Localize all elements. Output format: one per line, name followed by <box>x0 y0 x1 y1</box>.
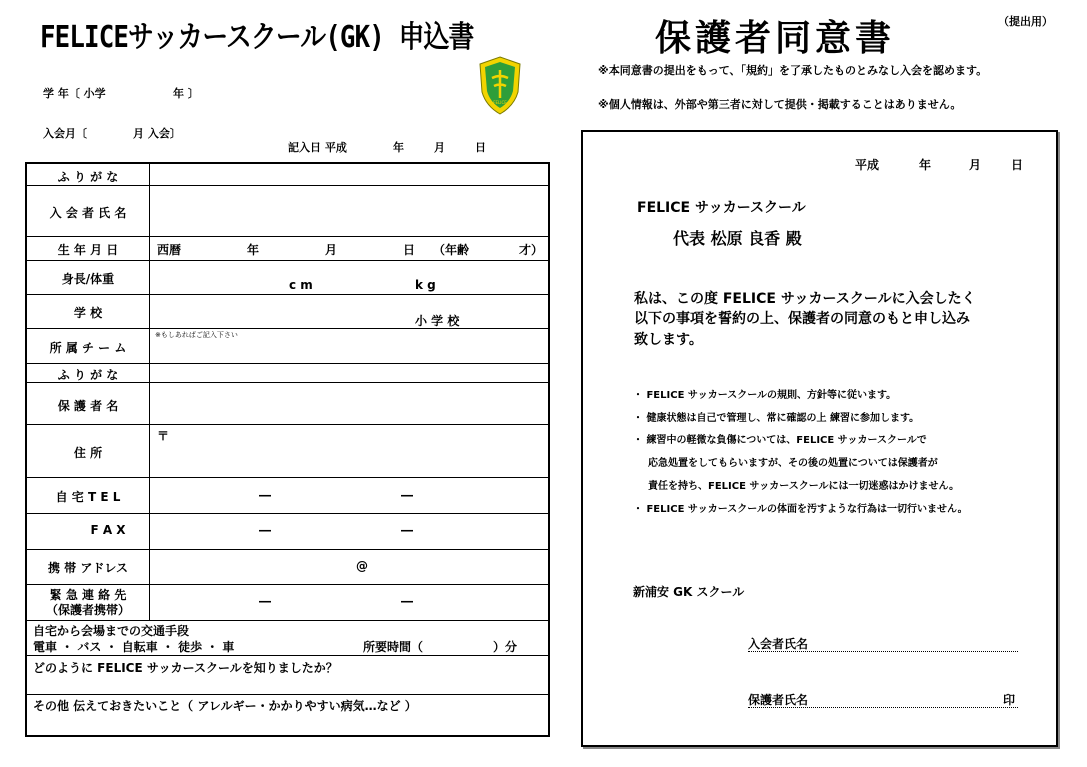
entry-date-day: 日 <box>475 141 486 154</box>
guardian-label: 保 護 者 名 <box>57 399 119 413</box>
member-name-input[interactable] <box>152 187 547 235</box>
tel-dash-1: ― <box>259 488 271 502</box>
birth-month: 月 <box>325 243 338 257</box>
consent-intro-2: 以下の事項を誓約の上、保護者の同意のもと申し込み <box>634 311 970 327</box>
fax-dash-1: ― <box>259 523 271 537</box>
birth-era: 西暦 <box>157 243 182 257</box>
grade-suffix: 年 〕 <box>173 87 199 100</box>
birth-day: 日 <box>403 243 416 257</box>
consent-representative: 代表 松原 良香 殿 <box>673 229 802 248</box>
felice-logo-icon <box>478 56 522 116</box>
join-month-suffix: 月 入会〕 <box>133 127 181 140</box>
tel-label: 自 宅 T E L <box>55 490 121 504</box>
team-label: 所 属 チ ー ム <box>49 341 127 355</box>
birth-age-close: 才） <box>519 243 544 257</box>
entry-date-month: 月 <box>434 141 445 154</box>
transport-options: 電車 ・ バス ・ 自転車 ・ 徒歩 ・ 車 <box>33 640 235 654</box>
furigana2-label: ふ り が な <box>57 368 119 382</box>
application-form-table <box>25 162 550 737</box>
consent-guardian-name-line[interactable] <box>748 707 1018 708</box>
address-label: 住 所 <box>73 446 103 460</box>
consent-date-day: 日 <box>1011 158 1024 172</box>
consent-item-1: ・ FELICE サッカースクールの規則、方針等に従います。 <box>633 390 897 401</box>
height-weight-label: 身長/体重 <box>61 272 115 286</box>
consent-org: FELICE サッカースクール <box>637 200 806 216</box>
consent-member-name-line[interactable] <box>748 651 1018 652</box>
consent-form <box>581 130 1058 747</box>
entry-date-year: 年 <box>393 141 404 154</box>
entry-date-label: 記入日 平成 <box>288 141 347 154</box>
transport-label: 自宅から会場までの交通手段 <box>33 624 190 638</box>
postal-mark: 〒 <box>157 429 170 443</box>
member-name-label: 入 会 者 氏 名 <box>49 206 127 220</box>
other-notes-label: その他 伝えておきたいこと（ アレルギー・かかりやすい病気…など ） <box>33 699 417 713</box>
height-unit: c m <box>289 278 313 292</box>
consent-title: 保護者同意書 <box>655 18 896 59</box>
consent-item-2: ・ 健康状態は自己で管理し、常に確認の上 練習に参加します。 <box>633 413 920 424</box>
school-label: 学 校 <box>73 306 103 320</box>
svg-text:FELICE: FELICE <box>493 100 507 105</box>
consent-intro-3: 致します。 <box>634 332 703 348</box>
consent-date-year: 年 <box>919 158 932 172</box>
consent-guardian-name-label: 保護者氏名 <box>748 693 809 707</box>
mobile-label: 携 帯 アドレス <box>48 561 128 575</box>
consent-date-era: 平成 <box>855 158 880 172</box>
consent-item-4: ・ FELICE サッカースクールの体面を汚すような行為は一切行いません。 <box>633 504 968 515</box>
school-suffix: 小 学 校 <box>415 314 460 328</box>
furigana-input[interactable] <box>152 164 547 184</box>
weight-unit: k g <box>415 278 436 292</box>
emergency-label: 緊 急 連 絡 先 <box>49 588 127 602</box>
birthdate-label: 生 年 月 日 <box>57 243 119 257</box>
tel-dash-2: ― <box>401 488 413 502</box>
travel-time-label: 所要時間（ <box>363 640 424 654</box>
consent-intro-1: 私は、この度 FELICE サッカースクールに入会したく <box>634 291 976 307</box>
birth-year: 年 <box>247 243 260 257</box>
furigana-label: ふ り が な <box>57 170 119 184</box>
consent-title-note: （提出用） <box>998 15 1053 28</box>
fax-dash-2: ― <box>401 523 413 537</box>
consent-date-month: 月 <box>969 158 982 172</box>
mobile-at: @ <box>356 559 368 573</box>
consent-member-name-label: 入会者氏名 <box>748 637 809 651</box>
consent-item-3-cont-1: 応急処置をしてもらいますが、その後の処置については保護者が <box>648 458 938 469</box>
consent-seal-mark: 印 <box>1003 693 1016 707</box>
birth-age-open: （年齢 <box>433 243 470 257</box>
emergency-dash-1: ― <box>259 594 271 608</box>
consent-item-3-cont-2: 責任を持ち、FELICE サッカースクールには一切迷惑はかけません。 <box>648 481 960 492</box>
travel-time-unit: ）分 <box>493 640 518 654</box>
notice-privacy: ※個人情報は、外部や第三者に対して提供・掲載することはありません。 <box>598 98 962 111</box>
emergency-dash-2: ― <box>401 594 413 608</box>
application-title: FELICEサッカースクール(GK) 申込書 <box>40 20 474 55</box>
consent-school-name: 新浦安 GK スクール <box>633 585 745 599</box>
join-month-label: 入会月〔 <box>43 127 87 140</box>
emergency-sublabel: （保護者携帯） <box>45 603 130 617</box>
consent-item-3: ・ 練習中の軽微な負傷については、FELICE サッカースクールで <box>633 435 927 446</box>
notice-consent: ※本同意書の提出をもって、「規約」を了承したものとみなし入会を認めます。 <box>598 64 988 77</box>
team-note: ※もしあればご記入下さい <box>155 331 238 339</box>
grade-label: 学 年〔 小学 <box>43 87 106 100</box>
how-known-label: どのように FELICE サッカースクールを知りましたか？ <box>33 661 338 675</box>
fax-label: F A X <box>90 523 126 537</box>
